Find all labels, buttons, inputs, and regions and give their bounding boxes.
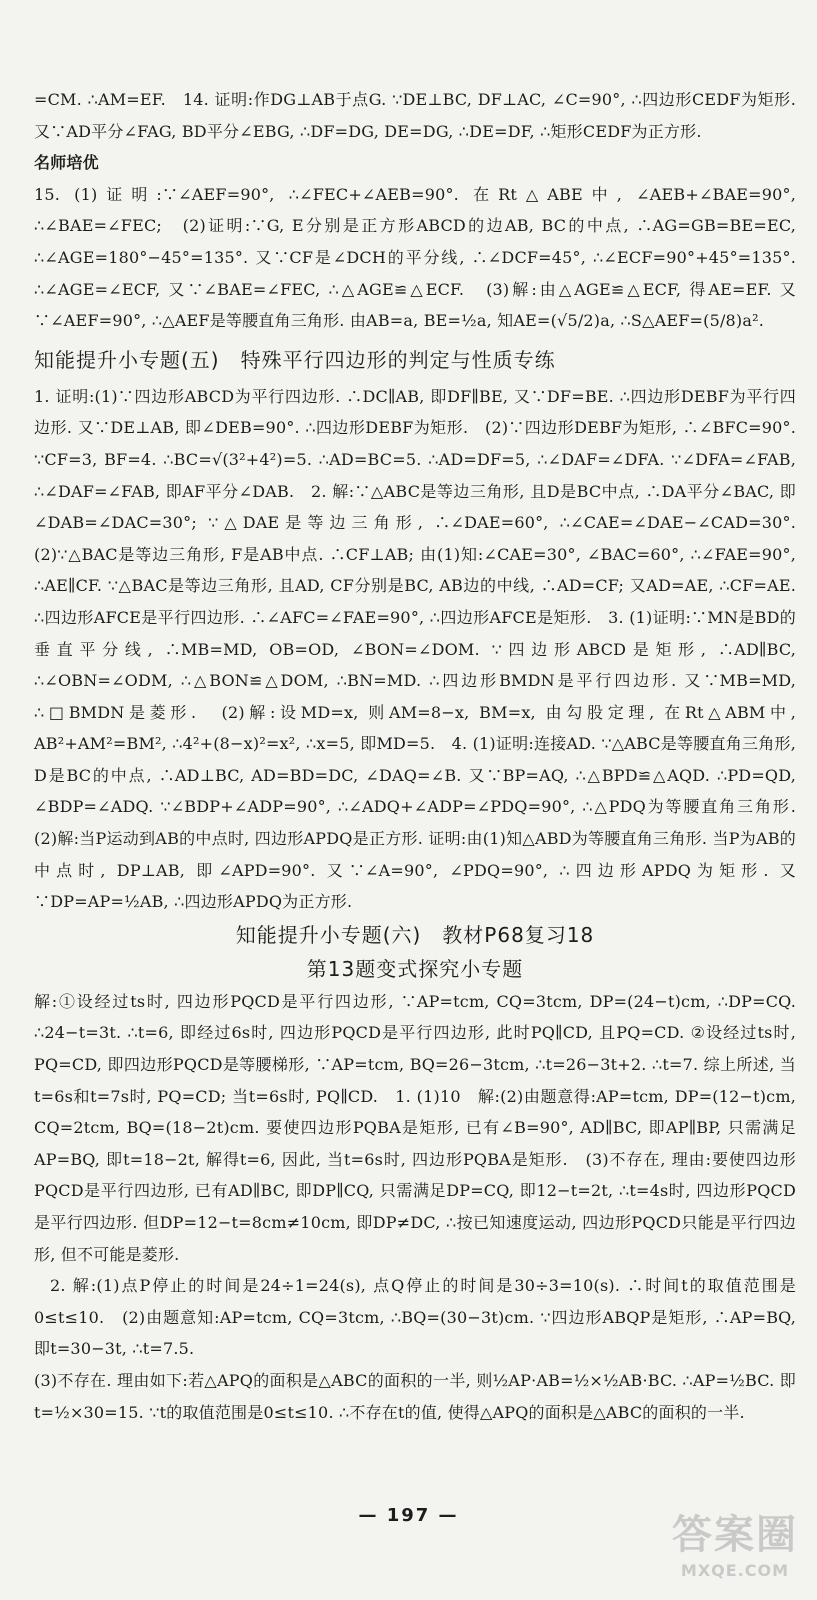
answer-text-section-6-part1: 解:①设经过ts时, 四边形PQCD是平行四边形, ∵AP=tcm, CQ=3tcm, DP=(24−t)cm, ∴DP=CQ. ∴24−t=3t. ∴t=6, 即经过6s时, 四边形PQCD是平行四边形, 此时PQ∥CD, 且PQ=CD. ②设经过ts时, PQ=CD, 即四边形PQCD是等腰梯形, ∵AP=tcm, BQ=26−3tcm, ∴t=26−3t+2. ∴t=7. 综上所述, 当t=6s和t=7s时, PQ=CD; 当t=6s时, PQ∥CD. 1. (1)10 解:(2)由题意得:AP=tcm, DP=(12−t)cm, CQ=2tcm, BQ=(18−2t)cm. 要使四边形PQBA是矩形, 已有∠B=90°, AD∥BC, 即AP∥BP, 只需满足AP=BQ, 即t=18−2t, 解得t=6, 因此, 当t=6s时, 四边形PQBA是矩形. (3)不存在, 理由:要使四边形PQCD是平行四边形, 已有AD∥BC, 即DP∥CQ, 只需满足DP=CQ, 即12−t=2t, ∴t=4s时, 四边形PQCD是平行四边形. 但DP=12−t=8cm≠10cm, 即DP≠DC, ∴按已知速度运动, 四边形PQCD只能是平行四边形, 但不可能是菱形. <box>34 991 796 1264</box>
section-title-6: 知能提升小专题(六) 教材P68复习18 <box>235 922 595 947</box>
watermark-logo <box>665 1510 805 1592</box>
watermark-text-bottom: MXQE.COM <box>680 1561 790 1580</box>
answer-text-section-5: 1. 证明:(1)∵四边形ABCD为平行四边形. ∴DC∥AB, 即DF∥BE, 又∵DF=BE. ∴四边形DEBF为平行四边形. 又∵DE⊥AB, 即∠DEB=90°. ∴四边形DEBF为矩形. (2)∵四边形DEBF为矩形, ∴∠BFC=90°. ∵CF=3, BF=4. ∴BC=√(3²+4²)=5. ∴AD=BC=5. ∴AD=DF=5, ∴∠DAF=∠DFA. ∵∠DFA=∠FAB, ∴∠DAF=∠FAB, 即AF平分∠DAB. 2. 解:∵△ABC是等边三角形, 且D是BC中点, ∴DA平分∠BAC, 即∠DAB=∠DAC=30°; ∵△DAE是等边三角形, ∴∠DAE=60°, ∴∠CAE=∠DAE−∠CAD=30°. (2)∵△BAC是等边三角形, F是AB中点. ∴CF⊥AB; 由(1)知:∠CAE=30°, ∠BAC=60°, ∴∠FAE=90°, ∴AE∥CF. ∵△BAC是等边三角形, 且AD, CF分别是BC, AB边的中线, ∴AD=CF; 又AD=AE, ∴CF=AE. ∴四边形AFCE是平行四边形. ∴∠AFC=∠FAE=90°, ∴四边形AFCE是矩形. 3. (1)证明:∵MN是BD的垂直平分线, ∴MB=MD, OB=OD, ∠BON=∠DOM. ∵四边形ABCD是矩形, ∴AD∥BC, ∴∠OBN=∠ODM, ∴△BON≌△DOM, ∴BN=MD. ∴四边形BMDN是平行四边形. 又∵MB=MD, ∴□BMDN是菱形. (2)解:设MD=x, 则AM=8−x, BM=x, 由勾股定理, 在Rt△ABM中, AB²+AM²=BM², ∴4²+(8−x)²=x², ∴x=5, 即MD=5. 4. (1)证明:连接AD. ∵△ABC是等腰直角三角形, D是BC的中点, ∴AD⊥BC, AD=BD=DC, ∠DAQ=∠B. 又∵BP=AQ, ∴△BPD≌△AQD. ∴PD=QD, ∠BDP=∠ADQ. ∵∠BDP+∠ADP=90°, ∴∠ADQ+∠ADP=∠PDQ=90°, ∴△PDQ为等腰直角三角形. (2)解:当P运动到AB的中点时, 四边形APDQ是正方形. 证明:由(1)知△ABD为等腰直角三角形. 当P为AB的中点时, DP⊥AB, 即∠APD=90°. 又∵∠A=90°, ∠PDQ=90°, ∴四边形APDQ为矩形. 又∵DP=AP=½AB, ∴四边形APDQ为正方形. <box>34 386 813 912</box>
section-subtitle-6: 第13题变式探究小专题 <box>306 956 524 981</box>
section-title-5: 知能提升小专题(五) 特殊平行四边形的判定与性质专练 <box>34 347 556 372</box>
page-number: — 197 — <box>358 1505 459 1526</box>
answer-text-15: 15. (1)证明:∵∠AEF=90°, ∴∠FEC+∠AEB=90°. 在Rt△ABE中, ∠AEB+∠BAE=90°, ∴∠BAE=∠FEC; (2)证明:∵G, E分别是正方形ABCD的边AB, BC的中点, ∴AG=GB=BE=EC, ∴∠AGE=180°−45°=135°. 又∵CF是∠DCH的平分线, ∴∠DCF=45°, ∴∠ECF=90°+45°=135°. ∴∠AGE=∠ECF, 又∵∠BAE=∠FEC, ∴△AGE≌△ECF. (3)解:由△AGE≌△ECF, 得AE=EF. 又∵∠AEF=90°, ∴△AEF是等腰直角三角形. 由AB=a, BE=½a, 知AE=(√5/2)a, ∴S△AEF=(5/8)a². <box>34 184 796 331</box>
section-label: 名师培优 <box>34 153 99 173</box>
answer-text-section-6-part3: (3)不存在. 理由如下:若△APQ的面积是△ABC的面积的一半, 则½AP·AB=½×½AB·BC. ∴AP=½BC. 即t=½×30=15. ∵t的取值范围是0≤t≤10. ∴不存在t的值, 使得△APQ的面积是△ABC的面积的一半. <box>34 1370 796 1422</box>
answer-text-continued: =CM. ∴AM=EF. 14. 证明:作DG⊥AB于点G. ∵DE⊥BC, DF⊥AC, ∠C=90°, ∴四边形CEDF为矩形. 又∵AD平分∠FAG, BD平分∠EBG, ∴DF=DG, DE=DG, ∴DE=DF, ∴矩形CEDF为正方形. <box>34 90 796 141</box>
answer-page <box>34 84 813 1428</box>
watermark-text-top: 答案圈 <box>672 1512 798 1558</box>
answer-text-section-6-part2: 2. 解:(1)点P停止的时间是24÷1=24(s), 点Q停止的时间是30÷3=10(s). ∴时间t的取值范围是0≤t≤10. (2)由题意知:AP=tcm, CQ=3tcm, ∴BQ=(30−3t)cm. ∵四边形ABQP是矩形, ∴AP=BQ, 即t=30−3t, ∴t=7.5. <box>34 1276 796 1359</box>
